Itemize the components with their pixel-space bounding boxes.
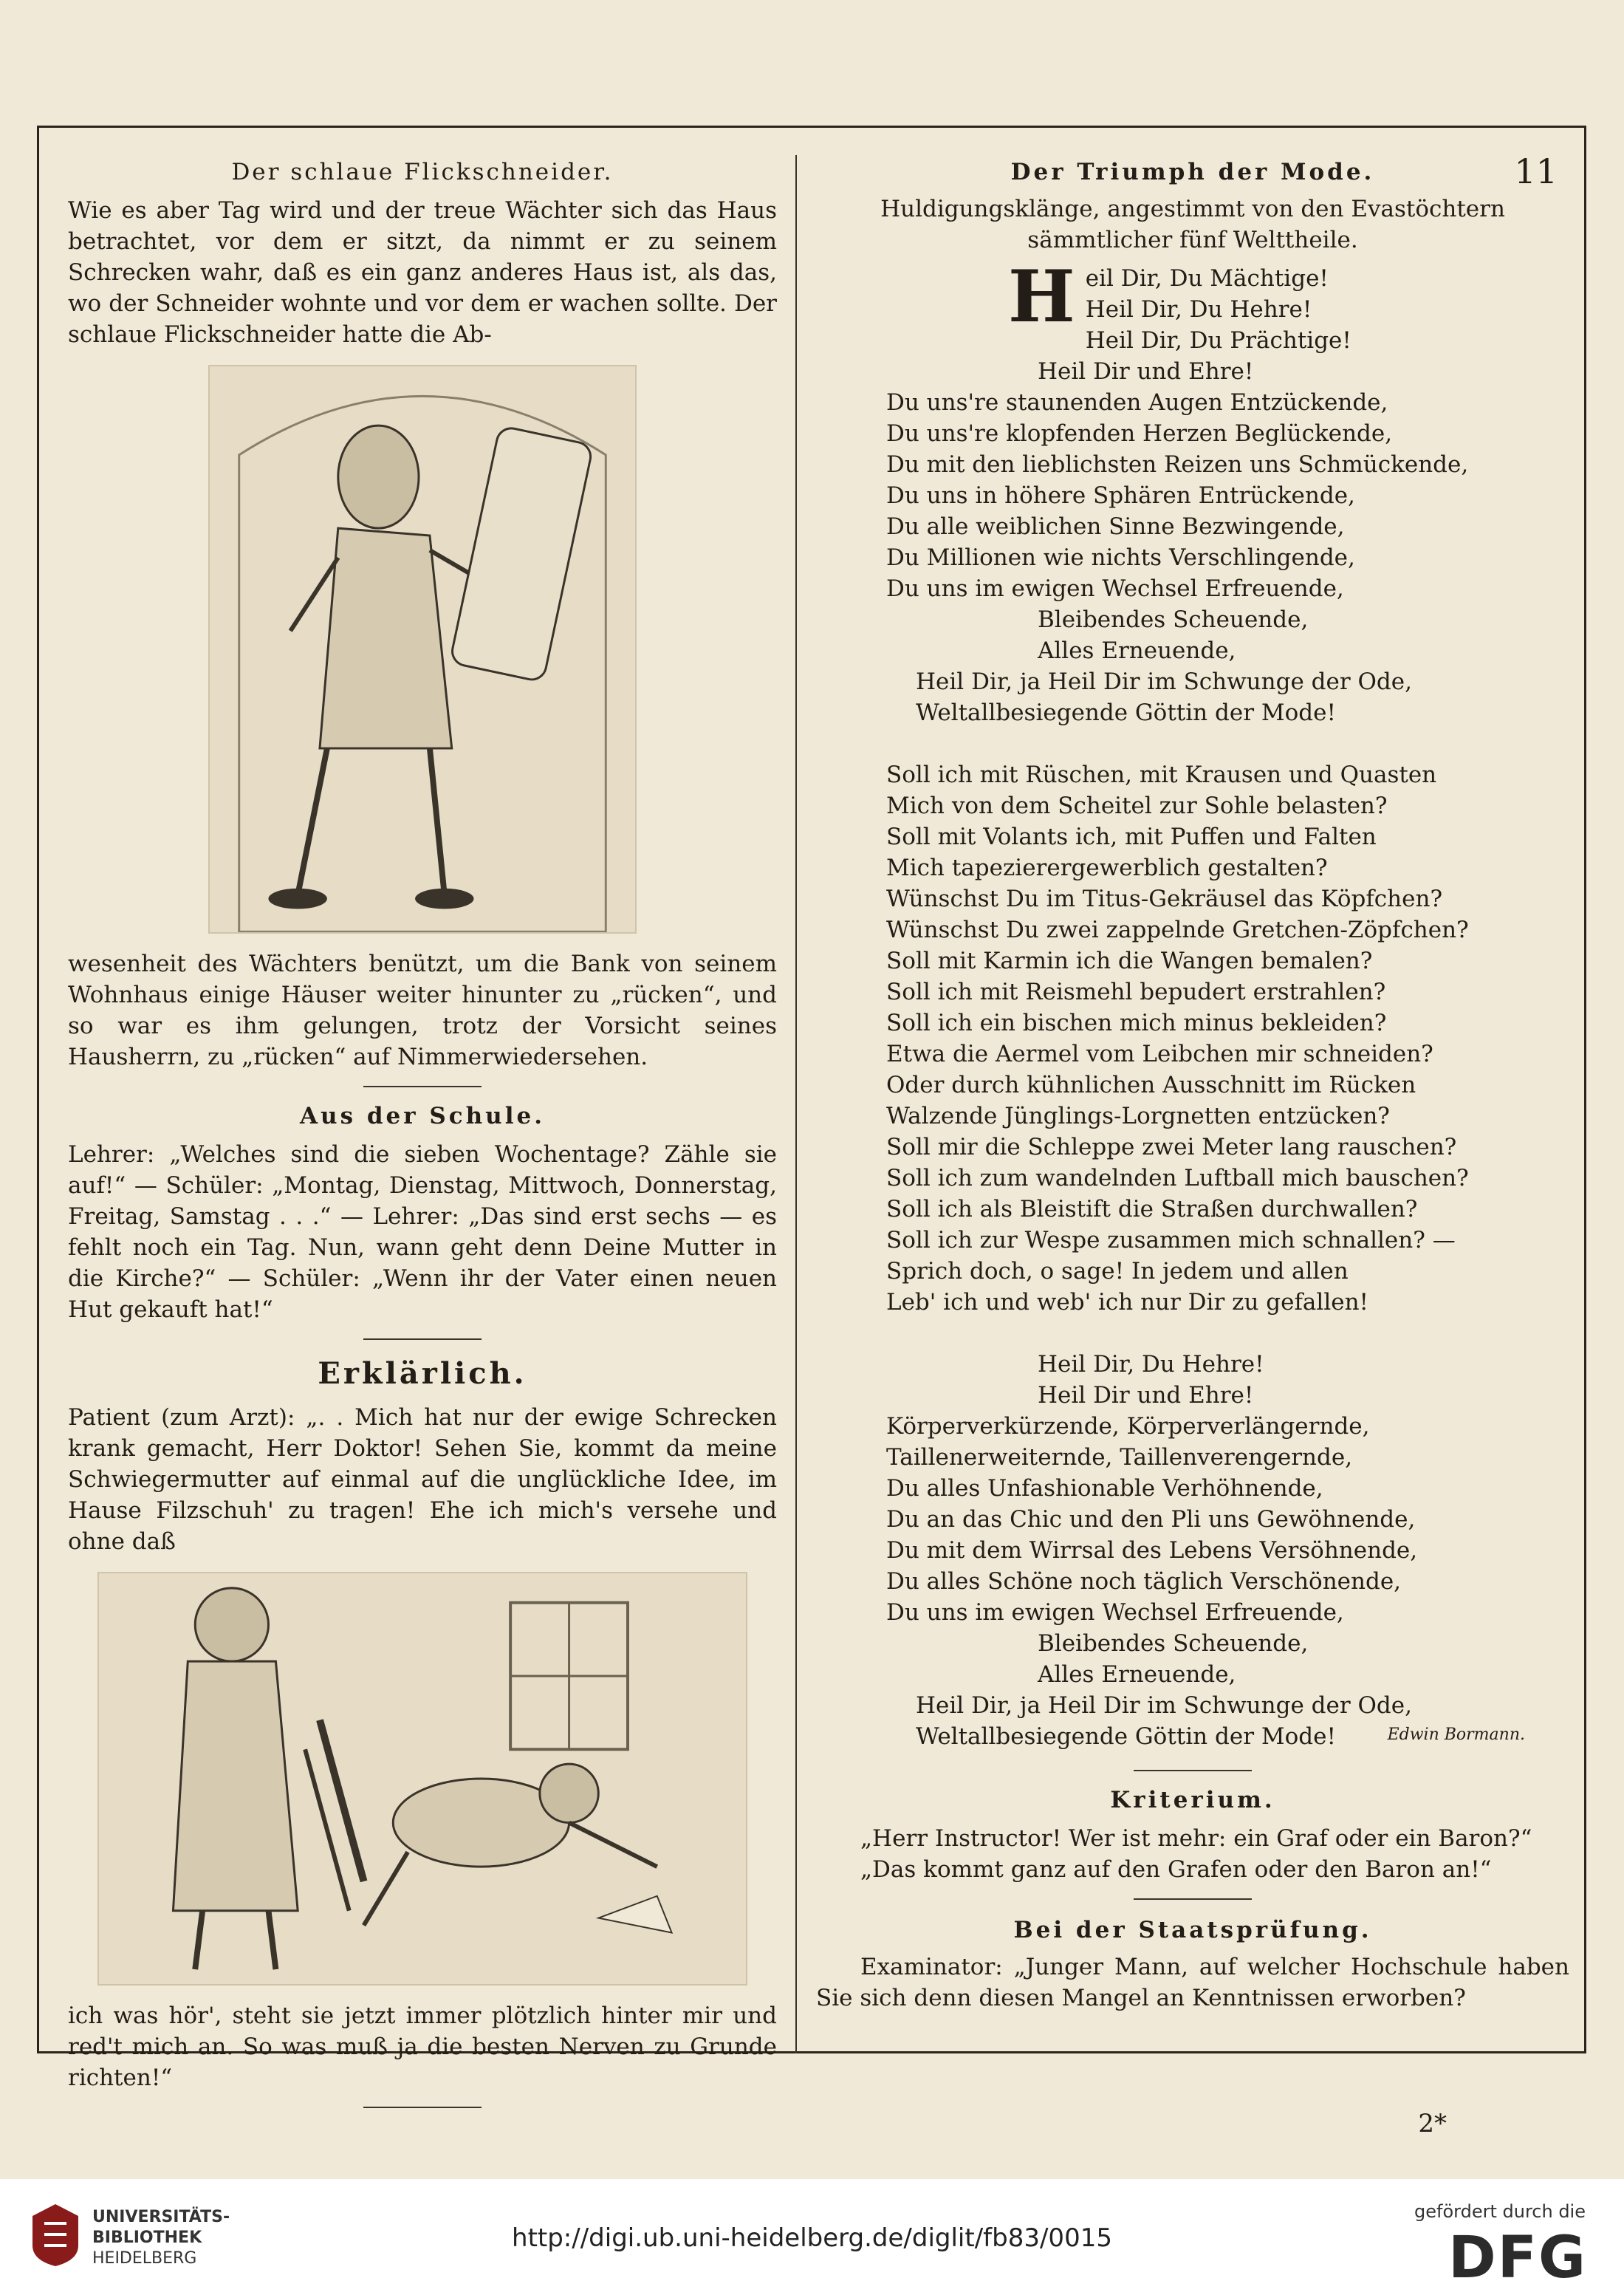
poem-line: Körperverkürzende, Körperverlängernde, [886, 1413, 1370, 1440]
story3-paragraph-2: ich was hör', steht sie jetzt immer plötzlich hinter mir und red't mich an. So was muß ja die besten Nerven zu Grunde richten!“ [68, 2002, 777, 2091]
poem-line: eil Dir, Du Mächtige! [1085, 265, 1329, 292]
poem-line: Leb' ich und web' ich nur Dir zu gefallen! [886, 1289, 1369, 1316]
separator-rule [363, 1338, 482, 1340]
page-number: 11 [1514, 151, 1558, 191]
poem-line: Taillenerweiternde, Taillenverengernde, [886, 1444, 1353, 1471]
funding-caption: gefördert durch die [1414, 2201, 1586, 2222]
poem-title: Der Triumph der Mode. [1010, 159, 1375, 185]
poem-line: Wünschst Du zwei zappelnde Gretchen-Zöpfchen? [886, 917, 1469, 943]
story3-title: Erklärlich. [318, 1356, 527, 1391]
poem-line: Du uns im ewigen Wechsel Erfreuende, [886, 1599, 1344, 1626]
kriterium-line-1: „Herr Instructor! Wer ist mehr: ein Graf oder ein Baron?“ [860, 1825, 1532, 1852]
separator-rule [1134, 1770, 1252, 1771]
right-column [816, 157, 1569, 2014]
source-url-link[interactable]: http://digi.ub.uni-heidelberg.de/diglit/fb83/0015 [512, 2223, 1112, 2253]
kriterium-line-2: „Das kommt ganz auf den Grafen oder den Baron an!“ [860, 1856, 1492, 1883]
digitization-footer [0, 2179, 1624, 2295]
poem-line: Weltallbesiegende Göttin der Mode! [916, 1723, 1336, 1750]
staatspruefung-title: Bei der Staatsprüfung. [1013, 1917, 1372, 1943]
poem-line: Heil Dir, ja Heil Dir im Schwunge der Ode, [916, 1692, 1412, 1719]
poem-line: Bleibendes Scheuende, [1038, 606, 1309, 633]
poem-author: Edwin Bormann. [1387, 1725, 1525, 1744]
left-column [68, 157, 777, 2121]
tailor-illustration-svg [210, 366, 635, 932]
poem-line: Du an das Chic und den Pli uns Gewöhnende, [886, 1506, 1416, 1533]
poem-line: Mich von dem Scheitel zur Sohle belasten? [886, 793, 1388, 819]
poem-line: Du uns're staunenden Augen Entzückende, [886, 389, 1388, 416]
column-divider [795, 155, 797, 2053]
story1-paragraph-2: wesenheit des Wächters benützt, um die Bank von seinem Wohnhaus einige Häuser weiter hinunter zu „rücken“, und so war es ihm gelungen, trotz der Vorsicht seines Hausherrn, zu „rücken“ auf Nimmerwiedersehen. [68, 951, 777, 1070]
story2-text: Lehrer: „Welches sind die sieben Wochentage? Zähle sie auf!“ — Schüler: „Montag, Dienstag, Mittwoch, Donnerstag, Freitag, Samstag . . .“ — Lehrer: „Das sind erst sechs — es fehlt noch ein Tag. Nun, wann geht denn Deine Mutter in die Kirche?“ — Schüler: „Wenn ihr der Vater einen neuen Hut gekauft hat!“ [68, 1141, 777, 1323]
poem-line: Weltallbesiegende Göttin der Mode! [916, 700, 1336, 726]
poem-line: Heil Dir und Ehre! [1038, 358, 1254, 385]
poem-line: Du alles Schöne noch täglich Verschönende, [886, 1568, 1402, 1595]
poem-line: Sprich doch, o sage! In jedem und allen [886, 1258, 1349, 1285]
poem-line: Soll ich mit Rüschen, mit Krausen und Quasten [886, 762, 1437, 788]
poem-line: Soll ich ein bischen mich minus bekleiden? [886, 1010, 1387, 1036]
separator-rule [363, 1086, 482, 1087]
illustration-tailor-carrying-bench [208, 365, 637, 934]
poem-line: Walzende Jünglings-Lorgnetten entzücken? [886, 1103, 1390, 1129]
poem-line: Du mit dem Wirrsal des Lebens Versöhnende, [886, 1537, 1418, 1564]
patient-illustration-svg [99, 1573, 746, 1984]
poem-line: Heil Dir, ja Heil Dir im Schwunge der Ode, [916, 668, 1412, 695]
poem-line: Heil Dir und Ehre! [1038, 1382, 1254, 1409]
poem-line: Soll ich zur Wespe zusammen mich schnallen? — [886, 1227, 1456, 1253]
poem-line: Soll mir die Schleppe zwei Meter lang rauschen? [886, 1134, 1457, 1160]
story3-paragraph-1: Patient (zum Arzt): „. . Mich hat nur der ewige Schrecken krank gemacht, Herr Doktor! Sehen Sie, kommt da meine Schwiegermutter auf einmal auf die unglückliche Idee, im Hause Filzschuh' zu tragen! Ehe ich mich's versehe und ohne daß [68, 1404, 777, 1555]
sheet-signature: 2* [1418, 2109, 1447, 2138]
poem-stanza-3 [816, 1349, 1569, 1752]
poem-stanza-2 [816, 759, 1569, 1318]
separator-rule [1134, 1898, 1252, 1900]
poem-line: Du Millionen wie nichts Verschlingende, [886, 544, 1355, 571]
poem-line: Heil Dir, Du Prächtige! [1085, 327, 1351, 354]
poem-line: Soll ich mit Reismehl bepudert erstrahlen? [886, 979, 1386, 1005]
poem-line: Soll mit Karmin ich die Wangen bemalen? [886, 948, 1373, 974]
poem-line: Heil Dir, Du Hehre! [1085, 296, 1312, 323]
library-name-line-1: UNIVERSITÄTS- [92, 2208, 230, 2226]
poem-line: Du alles Unfashionable Verhöhnende, [886, 1475, 1323, 1502]
poem-line: Soll ich als Bleistift die Straßen durchwallen? [886, 1196, 1418, 1222]
poem-line: Soll mit Volants ich, mit Puffen und Falten [886, 824, 1377, 850]
dfg-logo: DFG [1447, 2225, 1587, 2291]
story2-title: Aus der Schule. [300, 1103, 545, 1129]
staatspruefung-text: Examinator: „Junger Mann, auf welcher Hochschule haben Sie sich denn diesen Mangel an Kenntnissen erworben? [816, 1954, 1569, 2011]
poem-line: Du uns in höhere Sphären Entrückende, [886, 482, 1355, 509]
kriterium-title: Kriterium. [1110, 1787, 1275, 1813]
poem-line: Etwa die Aermel vom Leibchen mir schneiden? [886, 1041, 1433, 1067]
poem-subtitle: Huldigungsklänge, angestimmt von den Evastöchtern sämmtlicher fünf Welttheile. [880, 196, 1505, 253]
poem-line: Mich tapezierergewerblich gestalten? [886, 855, 1328, 881]
poem-line: Du alle weiblichen Sinne Bezwingende, [886, 513, 1345, 540]
story1-title: Der schlaue Flickschneider. [231, 159, 614, 185]
library-name-line-3: HEIDELBERG [92, 2249, 197, 2268]
poem-line: Du uns im ewigen Wechsel Erfreuende, [886, 575, 1344, 602]
library-name-line-2: BIBLIOTHEK [92, 2229, 202, 2247]
separator-rule [363, 2107, 482, 2108]
poem-line: Soll ich zum wandelnden Luftball mich bauschen? [886, 1165, 1469, 1191]
poem-line: Du uns're klopfenden Herzen Beglückende, [886, 420, 1393, 447]
poem-line: Heil Dir, Du Hehre! [1038, 1351, 1264, 1378]
poem-stanza-1 [816, 255, 1569, 728]
poem-line: Bleibendes Scheuende, [1038, 1630, 1309, 1657]
poem-line: Alles Erneuende, [1038, 637, 1236, 664]
poem-line: Wünschst Du im Titus-Gekräusel das Köpfchen? [886, 886, 1443, 912]
poem-line: Oder durch kühnlichen Ausschnitt im Rücken [886, 1072, 1416, 1098]
story1-paragraph-1: Wie es aber Tag wird und der treue Wächter sich das Haus betrachtet, vor dem er sitzt, da nimmt er zu seinem Schrecken wahr, daß es ein ganz anderes Haus ist, als das, wo der Schneider wohnte und vor dem er wachen sollte. Der schlaue Flickschneider hatte die Ab- [68, 197, 777, 348]
poem-line: Alles Erneuende, [1038, 1661, 1236, 1688]
poem-line: Du mit den lieblichsten Reizen uns Schmückende, [886, 451, 1469, 478]
illustration-patient-and-mother-in-law [97, 1572, 747, 1986]
poem-dropcap: H [1008, 255, 1075, 338]
